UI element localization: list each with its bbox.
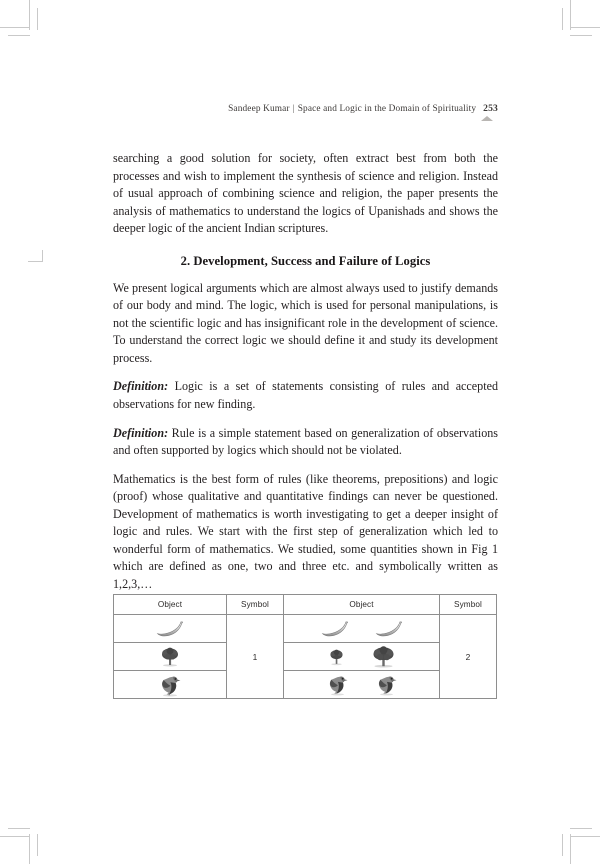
body-text-column: [113, 150, 498, 593]
crop-mark-top-right-vertical: [570, 0, 571, 30]
edge-fold-mark-vertical: [42, 250, 43, 262]
section-heading: 2. Development, Success and Failure of Logics: [180, 253, 431, 268]
table-row: [114, 615, 497, 643]
crop-mark-top-right-horizontal: [570, 27, 600, 28]
paragraph-logical-arguments: We present logical arguments which are almost always used to justify demands of our body and mind. The logic, which is used for personal manipulations, is not the scientific logic and has insignificant role in the development of science. To understand the correct logic we should define it and study its development process.: [113, 280, 498, 365]
definition-logic: [113, 378, 498, 413]
definition-label: Definition:: [113, 425, 169, 440]
cell-object-pair-banana: [284, 615, 440, 643]
crop-mark-top-right-vertical-inner: [562, 8, 563, 30]
cell-symbol-one: 1: [227, 615, 284, 699]
table-header-row: [114, 595, 497, 615]
column-header-symbol-right: Symbol: [440, 595, 497, 615]
running-head-separator: |: [292, 104, 295, 114]
crop-mark-top-left-vertical-inner: [37, 8, 38, 30]
tree-icon: [327, 648, 346, 666]
cell-object-single-banana: [114, 615, 227, 643]
column-header-object-left: Object: [114, 595, 227, 615]
tree-icon: [370, 646, 397, 668]
cell-object-single-pigeon: [114, 671, 227, 699]
running-head: [113, 103, 498, 114]
pigeon-icon: [374, 673, 399, 696]
crop-mark-bottom-right-horizontal: [570, 836, 600, 837]
edge-fold-mark-horizontal: [28, 261, 43, 262]
running-head-title: Space and Logic in the Domain of Spirituality: [297, 104, 477, 114]
column-header-symbol-left: Symbol: [227, 595, 284, 615]
cell-object-single-tree: [114, 643, 227, 671]
crop-mark-bottom-right-vertical-inner: [562, 834, 563, 856]
definition-text: Rule is a simple statement based on generalization of observations and often supported by logics which should not be violated.: [113, 425, 498, 458]
crop-mark-bottom-left-horizontal-inner: [8, 828, 30, 829]
definition-rule: [113, 425, 498, 460]
banana-icon: [155, 620, 185, 638]
running-head-author: Sandeep Kumar: [228, 104, 290, 114]
up-arrow-icon: [481, 116, 493, 121]
paragraph-continuation: searching a good solution for society, often extract best from both the processes and wish to implement the synthesis of science and religion. Instead of usual approach of combining science and religion, the paper presents the analysis of mathematics to understand the logics of Upanishads and shows the deeper logic of the ancient Indian scriptures.: [113, 151, 498, 236]
crop-mark-top-left-horizontal: [0, 27, 30, 28]
page-number: 253: [483, 103, 498, 114]
banana-icon: [374, 620, 404, 638]
tree-icon: [159, 647, 181, 667]
cell-object-pair-pigeon: [284, 671, 440, 699]
figure-1-table: [113, 594, 497, 699]
cell-object-pair-tree: [284, 643, 440, 671]
crop-mark-bottom-left-vertical-inner: [37, 834, 38, 856]
crop-mark-top-right-horizontal-inner: [570, 35, 592, 36]
table-row: [114, 643, 497, 671]
pigeon-icon: [325, 673, 350, 696]
crop-mark-bottom-right-vertical: [570, 834, 571, 864]
column-header-object-right: Object: [284, 595, 440, 615]
crop-mark-bottom-left-horizontal: [0, 836, 30, 837]
banana-icon: [320, 620, 350, 638]
crop-mark-bottom-left-vertical: [29, 834, 30, 864]
definition-text: Logic is a set of statements consisting of rules and accepted observations for new finding.: [113, 379, 498, 412]
cell-symbol-two: 2: [440, 615, 497, 699]
pigeon-icon: [157, 673, 183, 697]
crop-mark-top-left-horizontal-inner: [8, 35, 30, 36]
paragraph-mathematics: Mathematics is the best form of rules (like theorems, prepositions) and logic (proof) whose qualitative and quantitative findings can never be questioned. Development of mathematics is worth investigating to get a deeper insight of logic and rules. We start with the first step of generalization which led to wonderful form of mathematics. We studied, some quantities shown in Fig 1 which are defined as one, two and three etc. and symbolically written as 1,2,3,…: [113, 471, 498, 591]
crop-mark-top-left-vertical: [29, 0, 30, 30]
table-row: [114, 671, 497, 699]
definition-label: Definition:: [113, 379, 169, 394]
crop-mark-bottom-right-horizontal-inner: [570, 828, 592, 829]
